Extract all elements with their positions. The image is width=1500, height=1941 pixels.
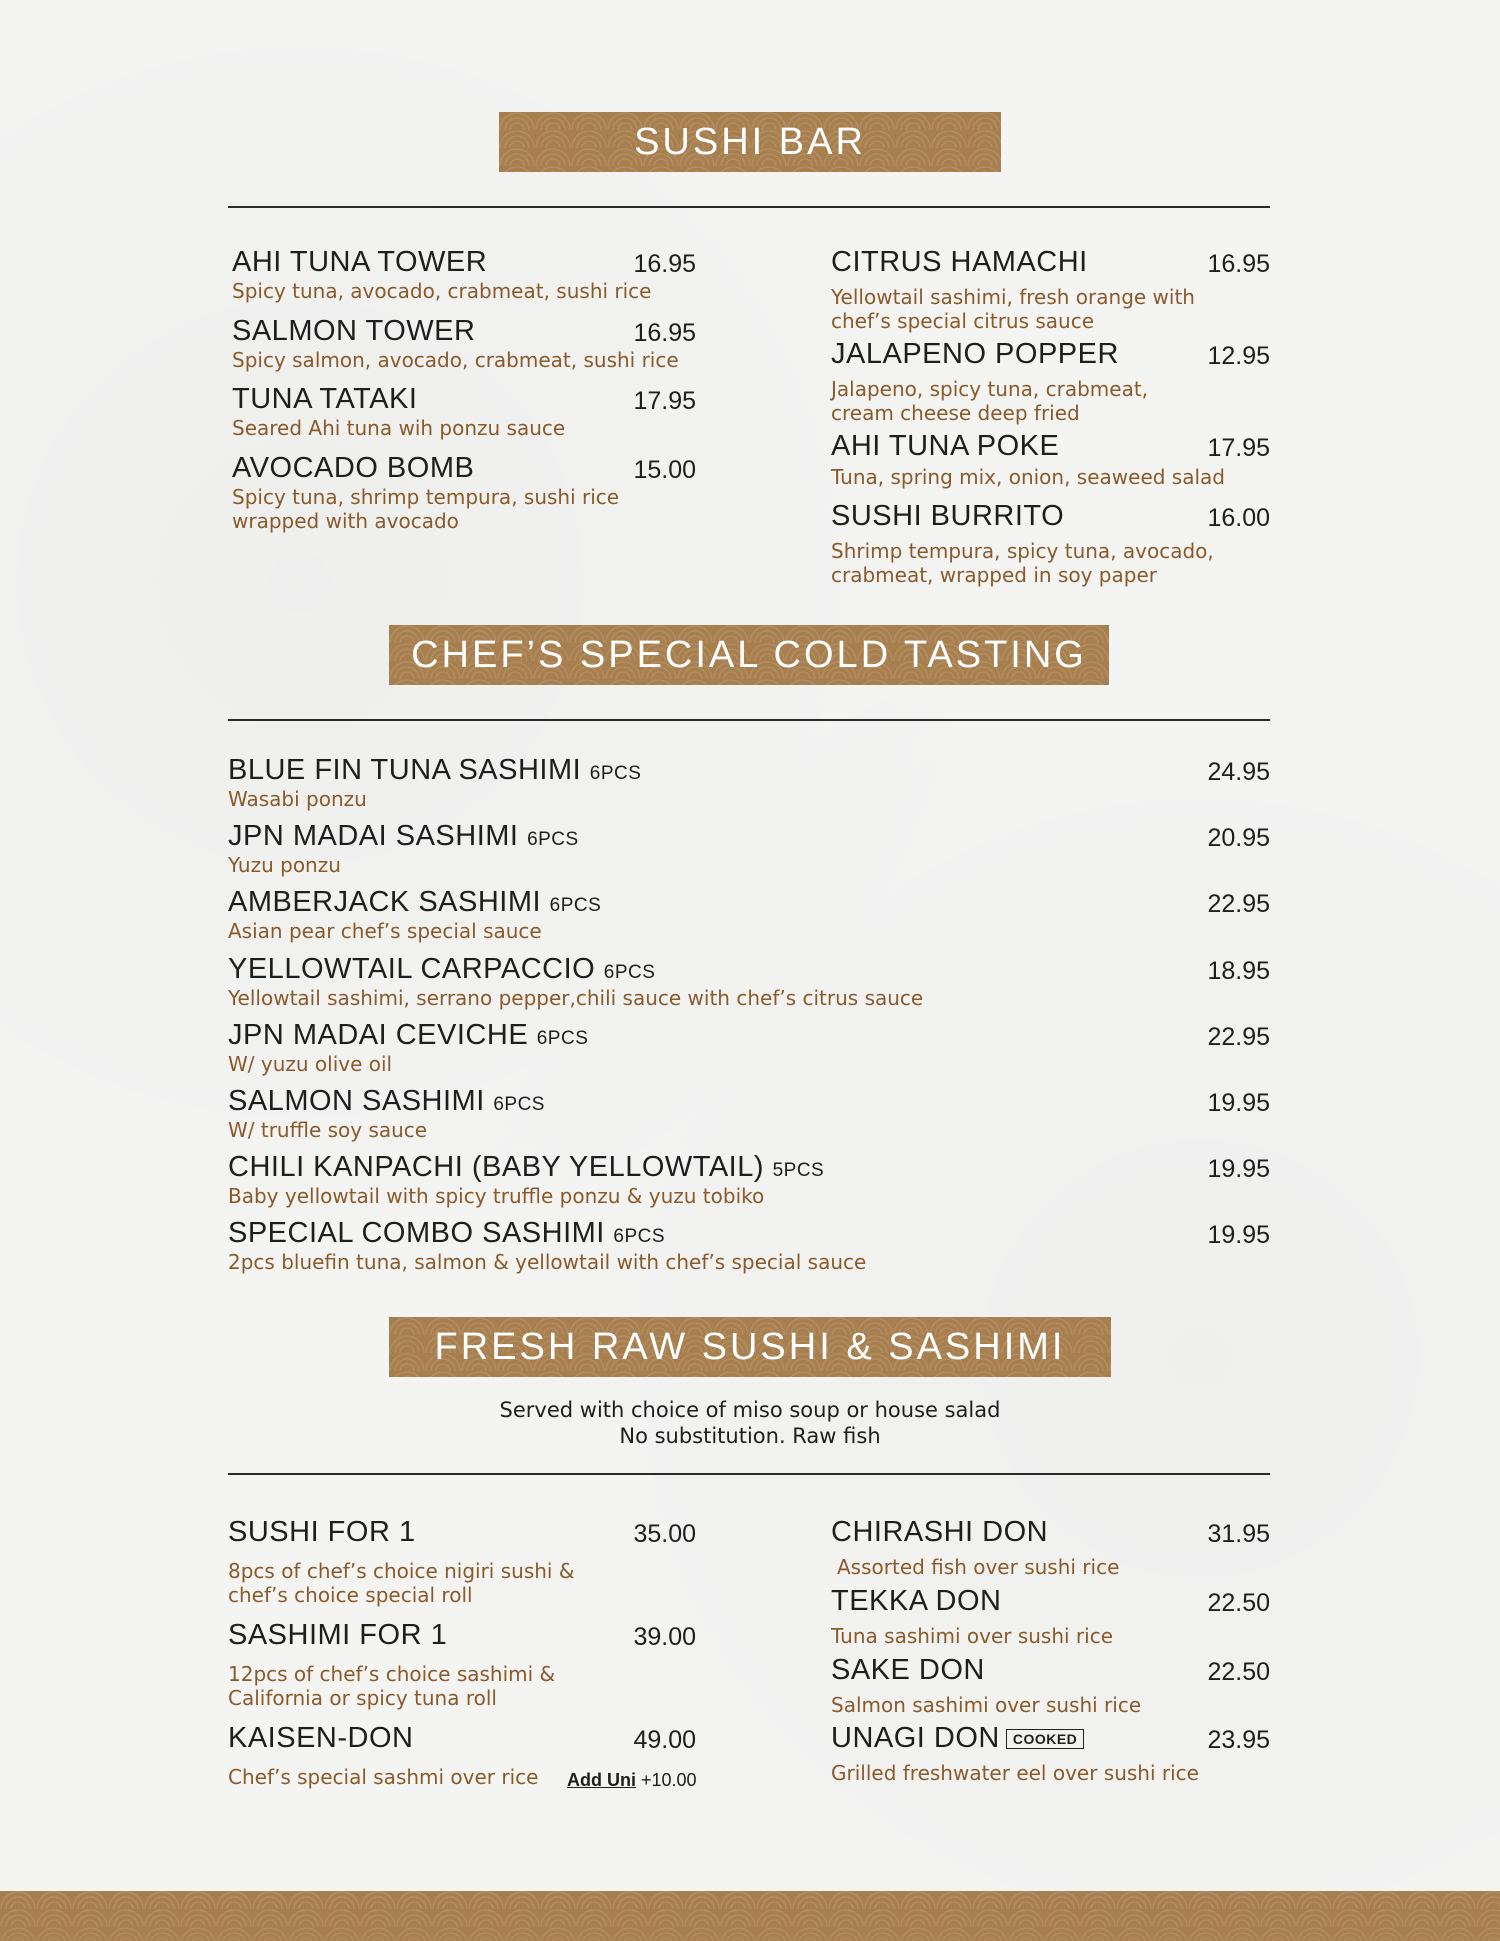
item-price: 39.00 bbox=[633, 1623, 696, 1651]
item-description: Yuzu ponzu bbox=[228, 853, 341, 877]
item-price: 23.95 bbox=[1207, 1726, 1270, 1754]
item-piece-count: 6PCS bbox=[493, 1094, 545, 1115]
item-description: Wasabi ponzu bbox=[228, 787, 367, 811]
menu-item-chirashi-don bbox=[831, 1516, 1119, 1579]
item-name: JALAPENO POPPER bbox=[831, 338, 1119, 370]
item-description: cream cheese deep fried bbox=[831, 401, 1080, 425]
item-price: 16.95 bbox=[633, 319, 696, 347]
item-price: 31.95 bbox=[1207, 1520, 1270, 1548]
item-description: W/ yuzu olive oil bbox=[228, 1052, 393, 1076]
item-description: Spicy salmon, avocado, crabmeat, sushi rice bbox=[232, 348, 679, 372]
item-price: 16.00 bbox=[1207, 504, 1270, 532]
item-name: KAISEN-DON bbox=[228, 1722, 414, 1754]
item-piece-count: 6PCS bbox=[603, 962, 656, 983]
section-note: Served with choice of miso soup or house salad bbox=[499, 1398, 1001, 1422]
menu-item-salmon-sashimi bbox=[228, 1085, 545, 1142]
section-note: No substitution. Raw fish bbox=[619, 1424, 881, 1448]
item-name: TEKKA DON bbox=[831, 1585, 1002, 1617]
menu-item-tekka-don bbox=[831, 1585, 1113, 1648]
item-name: AHI TUNA TOWER bbox=[232, 246, 488, 278]
menu-item-citrus-hamachi bbox=[831, 246, 1195, 333]
item-name: SALMON TOWER bbox=[232, 315, 476, 347]
menu-item-amberjack-sashimi bbox=[228, 886, 601, 943]
item-piece-count: 6PCS bbox=[536, 1028, 589, 1049]
section-divider bbox=[228, 719, 1270, 721]
item-name: TUNA TATAKI bbox=[232, 383, 418, 415]
section-banner-raw-sushi: FRESH RAW SUSHI & SASHIMI bbox=[389, 1317, 1111, 1377]
item-price: 18.95 bbox=[1207, 957, 1270, 985]
addon-label: Add Uni bbox=[567, 1770, 636, 1790]
item-description: Shrimp tempura, spicy tuna, avocado, bbox=[831, 539, 1214, 563]
menu-item-sushi-for-1 bbox=[228, 1516, 574, 1607]
item-price: 16.95 bbox=[633, 250, 696, 278]
item-description: 12pcs of chef’s choice sashimi & bbox=[228, 1662, 556, 1686]
item-name: JPN MADAI SASHIMI 6PCS bbox=[228, 820, 579, 852]
item-name: SUSHI BURRITO bbox=[831, 500, 1065, 532]
menu-item-sake-don bbox=[831, 1654, 1141, 1717]
item-price: 12.95 bbox=[1207, 342, 1270, 370]
item-price: 49.00 bbox=[633, 1726, 696, 1754]
item-price: 17.95 bbox=[1207, 434, 1270, 462]
item-name: AVOCADO BOMB bbox=[232, 452, 475, 484]
item-description: Assorted fish over sushi rice bbox=[837, 1555, 1120, 1579]
menu-item-special-combo-sashimi bbox=[228, 1217, 866, 1274]
item-price: 22.95 bbox=[1207, 890, 1270, 918]
item-description: Spicy tuna, shrimp tempura, sushi rice bbox=[232, 485, 620, 509]
item-description: Salmon sashimi over sushi rice bbox=[831, 1693, 1142, 1717]
menu-item-unagi-don bbox=[831, 1722, 1199, 1785]
cooked-badge: COOKED bbox=[1006, 1729, 1084, 1749]
menu-item-chili-kanpachi bbox=[228, 1151, 824, 1208]
item-description: Yellowtail sashimi, serrano pepper,chili sauce with chef’s citrus sauce bbox=[228, 986, 924, 1010]
item-description: crabmeat, wrapped in soy paper bbox=[831, 563, 1157, 587]
item-price: 17.95 bbox=[633, 387, 696, 415]
item-price: 20.95 bbox=[1207, 824, 1270, 852]
addon-price: +10.00 bbox=[641, 1770, 697, 1790]
item-piece-count: 6PCS bbox=[613, 1226, 666, 1247]
item-price: 15.00 bbox=[633, 456, 696, 484]
item-price: 22.95 bbox=[1207, 1023, 1270, 1051]
item-description: Tuna, spring mix, onion, seaweed salad bbox=[831, 465, 1225, 489]
item-name: SALMON SASHIMI 6PCS bbox=[228, 1085, 545, 1117]
item-price: 16.95 bbox=[1207, 250, 1270, 278]
menu-item-ahi-tuna-poke bbox=[831, 430, 1225, 489]
item-description: Grilled freshwater eel over sushi rice bbox=[831, 1761, 1199, 1785]
item-description: Asian pear chef’s special sauce bbox=[228, 919, 542, 943]
item-name: BLUE FIN TUNA SASHIMI 6PCS bbox=[228, 754, 642, 786]
item-description: California or spicy tuna roll bbox=[228, 1686, 497, 1710]
menu-item-jpn-madai-ceviche bbox=[228, 1019, 588, 1076]
menu-item-yellowtail-carpaccio bbox=[228, 953, 923, 1010]
item-description: Chef’s special sashmi over rice bbox=[228, 1765, 539, 1789]
menu-item-sushi-burrito bbox=[831, 500, 1214, 587]
section-banner-cold-tasting: CHEF’S SPECIAL COLD TASTING bbox=[389, 625, 1109, 685]
item-name: CHILI KANPACHI (BABY YELLOWTAIL) 5PCS bbox=[228, 1151, 825, 1183]
item-description: 2pcs bluefin tuna, salmon & yellowtail with chef’s special sauce bbox=[228, 1250, 867, 1274]
item-description: Spicy tuna, avocado, crabmeat, sushi rice bbox=[232, 279, 652, 303]
item-price: 22.50 bbox=[1207, 1658, 1270, 1686]
item-price: 22.50 bbox=[1207, 1589, 1270, 1617]
menu-item-tuna-tataki bbox=[232, 383, 565, 440]
item-piece-count: 6PCS bbox=[549, 895, 602, 916]
item-name: YELLOWTAIL CARPACCIO 6PCS bbox=[228, 953, 656, 985]
menu-item-jalapeno-popper bbox=[831, 338, 1148, 425]
menu-item-avocado-bomb bbox=[232, 452, 619, 533]
section-divider bbox=[228, 206, 1270, 208]
item-name: AHI TUNA POKE bbox=[831, 430, 1060, 462]
item-description: Jalapeno, spicy tuna, crabmeat, bbox=[831, 377, 1149, 401]
menu-item-ahi-tuna-tower bbox=[232, 246, 651, 303]
item-price: 19.95 bbox=[1207, 1089, 1270, 1117]
section-banner-sushi-bar: SUSHI BAR bbox=[499, 112, 1001, 172]
item-name: CITRUS HAMACHI bbox=[831, 246, 1088, 278]
item-description: Seared Ahi tuna wih ponzu sauce bbox=[232, 416, 566, 440]
item-price: 35.00 bbox=[633, 1520, 696, 1548]
add-uni-option bbox=[567, 1770, 697, 1791]
section-divider bbox=[228, 1473, 1270, 1475]
item-piece-count: 5PCS bbox=[772, 1160, 825, 1181]
menu-item-jpn-madai-sashimi bbox=[228, 820, 579, 877]
item-description: chef’s choice special roll bbox=[228, 1583, 473, 1607]
item-price: 19.95 bbox=[1207, 1155, 1270, 1183]
menu-item-sashimi-for-1 bbox=[228, 1619, 555, 1710]
item-piece-count: 6PCS bbox=[589, 763, 642, 784]
item-name: AMBERJACK SASHIMI 6PCS bbox=[228, 886, 602, 918]
item-name: SASHIMI FOR 1 bbox=[228, 1619, 448, 1651]
item-name: SPECIAL COMBO SASHIMI 6PCS bbox=[228, 1217, 666, 1249]
item-piece-count: 6PCS bbox=[527, 829, 579, 850]
item-description: wrapped with avocado bbox=[232, 509, 459, 533]
item-description: chef’s special citrus sauce bbox=[831, 309, 1095, 333]
menu-item-kaisen-don bbox=[228, 1722, 538, 1789]
item-name: UNAGI DON COOKED bbox=[831, 1722, 1199, 1755]
footer-pattern-band bbox=[0, 1891, 1500, 1941]
item-description: Tuna sashimi over sushi rice bbox=[831, 1624, 1114, 1648]
item-name: JPN MADAI CEVICHE 6PCS bbox=[228, 1019, 589, 1051]
item-price: 19.95 bbox=[1207, 1221, 1270, 1249]
item-price: 24.95 bbox=[1207, 758, 1270, 786]
item-description: Baby yellowtail with spicy truffle ponzu & yuzu tobiko bbox=[228, 1184, 765, 1208]
item-name: SUSHI FOR 1 bbox=[228, 1516, 416, 1548]
item-description: 8pcs of chef’s choice nigiri sushi & bbox=[228, 1559, 575, 1583]
menu-item-blue-fin-tuna-sashimi bbox=[228, 754, 641, 811]
item-description: W/ truffle soy sauce bbox=[228, 1118, 428, 1142]
item-description: Yellowtail sashimi, fresh orange with bbox=[831, 285, 1195, 309]
item-name: SAKE DON bbox=[831, 1654, 985, 1686]
item-name: CHIRASHI DON bbox=[831, 1516, 1049, 1548]
